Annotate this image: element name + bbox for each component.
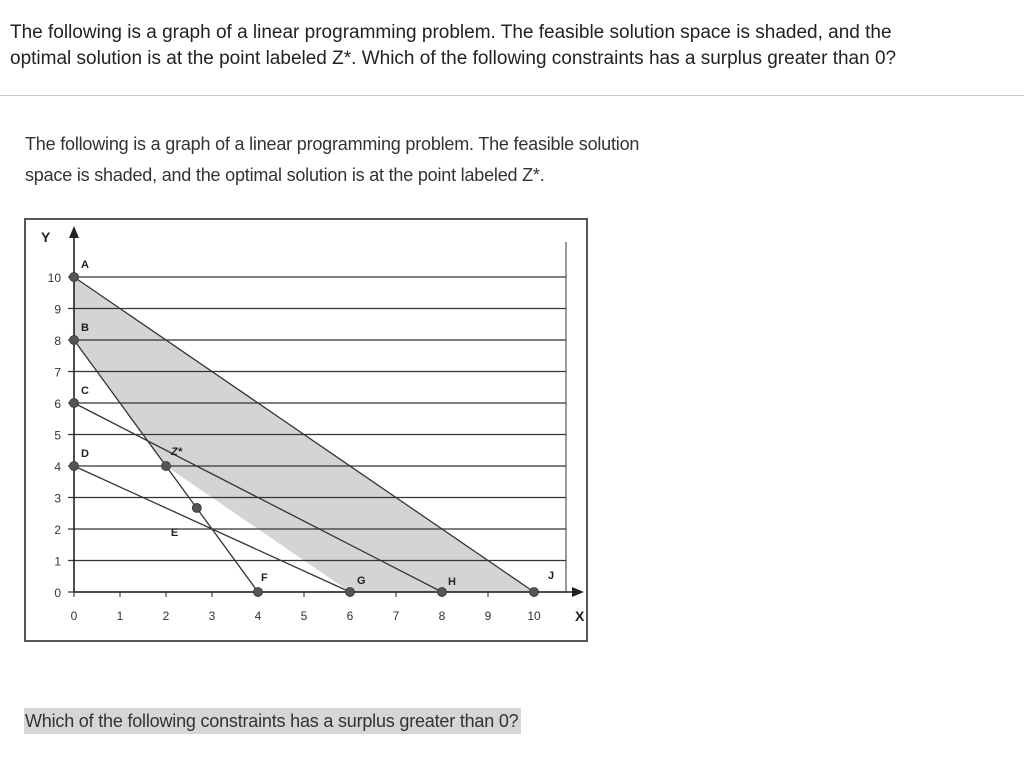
intro-line-2: space is shaded, and the optimal solution is at the point labeled Z*.: [25, 165, 545, 185]
point-c-label: C: [81, 385, 89, 397]
y-tick-label: 2: [54, 523, 61, 537]
point-h: [438, 588, 447, 597]
x-tick-label: 0: [70, 609, 78, 623]
x-tick-label: 10: [527, 609, 541, 623]
point-z-star: [162, 462, 171, 471]
y-axis-label: Y: [41, 229, 51, 245]
point-a-label: A: [81, 259, 89, 271]
y-tick-label: 3: [54, 491, 61, 506]
point-b: [70, 336, 79, 345]
x-axis-label: X: [575, 608, 585, 624]
y-tick-label: 0: [54, 586, 61, 600]
x-tick-label: 5: [300, 609, 308, 623]
y-tick-label: 7: [54, 365, 61, 380]
y-tick-label: 1: [54, 554, 61, 569]
point-e-label: E: [170, 526, 179, 539]
y-tick-label: 4: [54, 460, 61, 474]
x-tick-label: 3: [208, 609, 216, 623]
point-z-star-label: Z*: [171, 446, 182, 458]
followup-question: Which of the following constraints has a surplus greater than 0?: [24, 708, 521, 734]
question-line-2: optimal solution is at the point labeled Z*. Which of the following constraints has a surplus greater than 0?: [10, 48, 897, 69]
intro-line-1: The following is a graph of a linear programming problem. The feasible solution: [25, 134, 640, 154]
y-tick-label: 6: [54, 397, 61, 411]
x-axis-arrow: [572, 587, 584, 597]
point-f: [254, 588, 263, 597]
point-h-label: H: [448, 576, 456, 588]
x-tick-label: 6: [346, 609, 354, 623]
point-d: [70, 462, 79, 471]
x-tick-label: 8: [438, 609, 446, 623]
point-b-label: B: [81, 322, 89, 334]
y-tick-label: 10: [47, 271, 61, 285]
x-tick-label: 4: [254, 609, 262, 623]
point-e: [192, 503, 201, 512]
point-a: [70, 273, 79, 282]
point-d-label: D: [81, 448, 89, 460]
linear-programming-graph: [24, 218, 588, 642]
y-tick-label: 9: [54, 302, 61, 317]
y-tick-label: 8: [54, 334, 61, 348]
problem-intro: [25, 129, 725, 191]
x-tick-label: 7: [392, 609, 400, 623]
point-j-label: J: [548, 570, 555, 582]
question-line-1: The following is a graph of a linear programming problem. The feasible solution space is shaded, and the: [10, 22, 892, 43]
x-tick-label: 1: [116, 609, 124, 623]
divider: [0, 95, 1024, 96]
point-g-label: G: [357, 575, 366, 587]
point-j: [530, 588, 539, 597]
question-text: [10, 20, 1010, 72]
point-f-label: F: [261, 572, 268, 584]
point-g: [346, 588, 355, 597]
y-axis-arrow: [69, 226, 79, 238]
y-tick-label: 5: [54, 428, 61, 443]
x-tick-label: 2: [162, 609, 170, 623]
point-c: [70, 399, 79, 408]
x-tick-label: 9: [484, 609, 492, 623]
